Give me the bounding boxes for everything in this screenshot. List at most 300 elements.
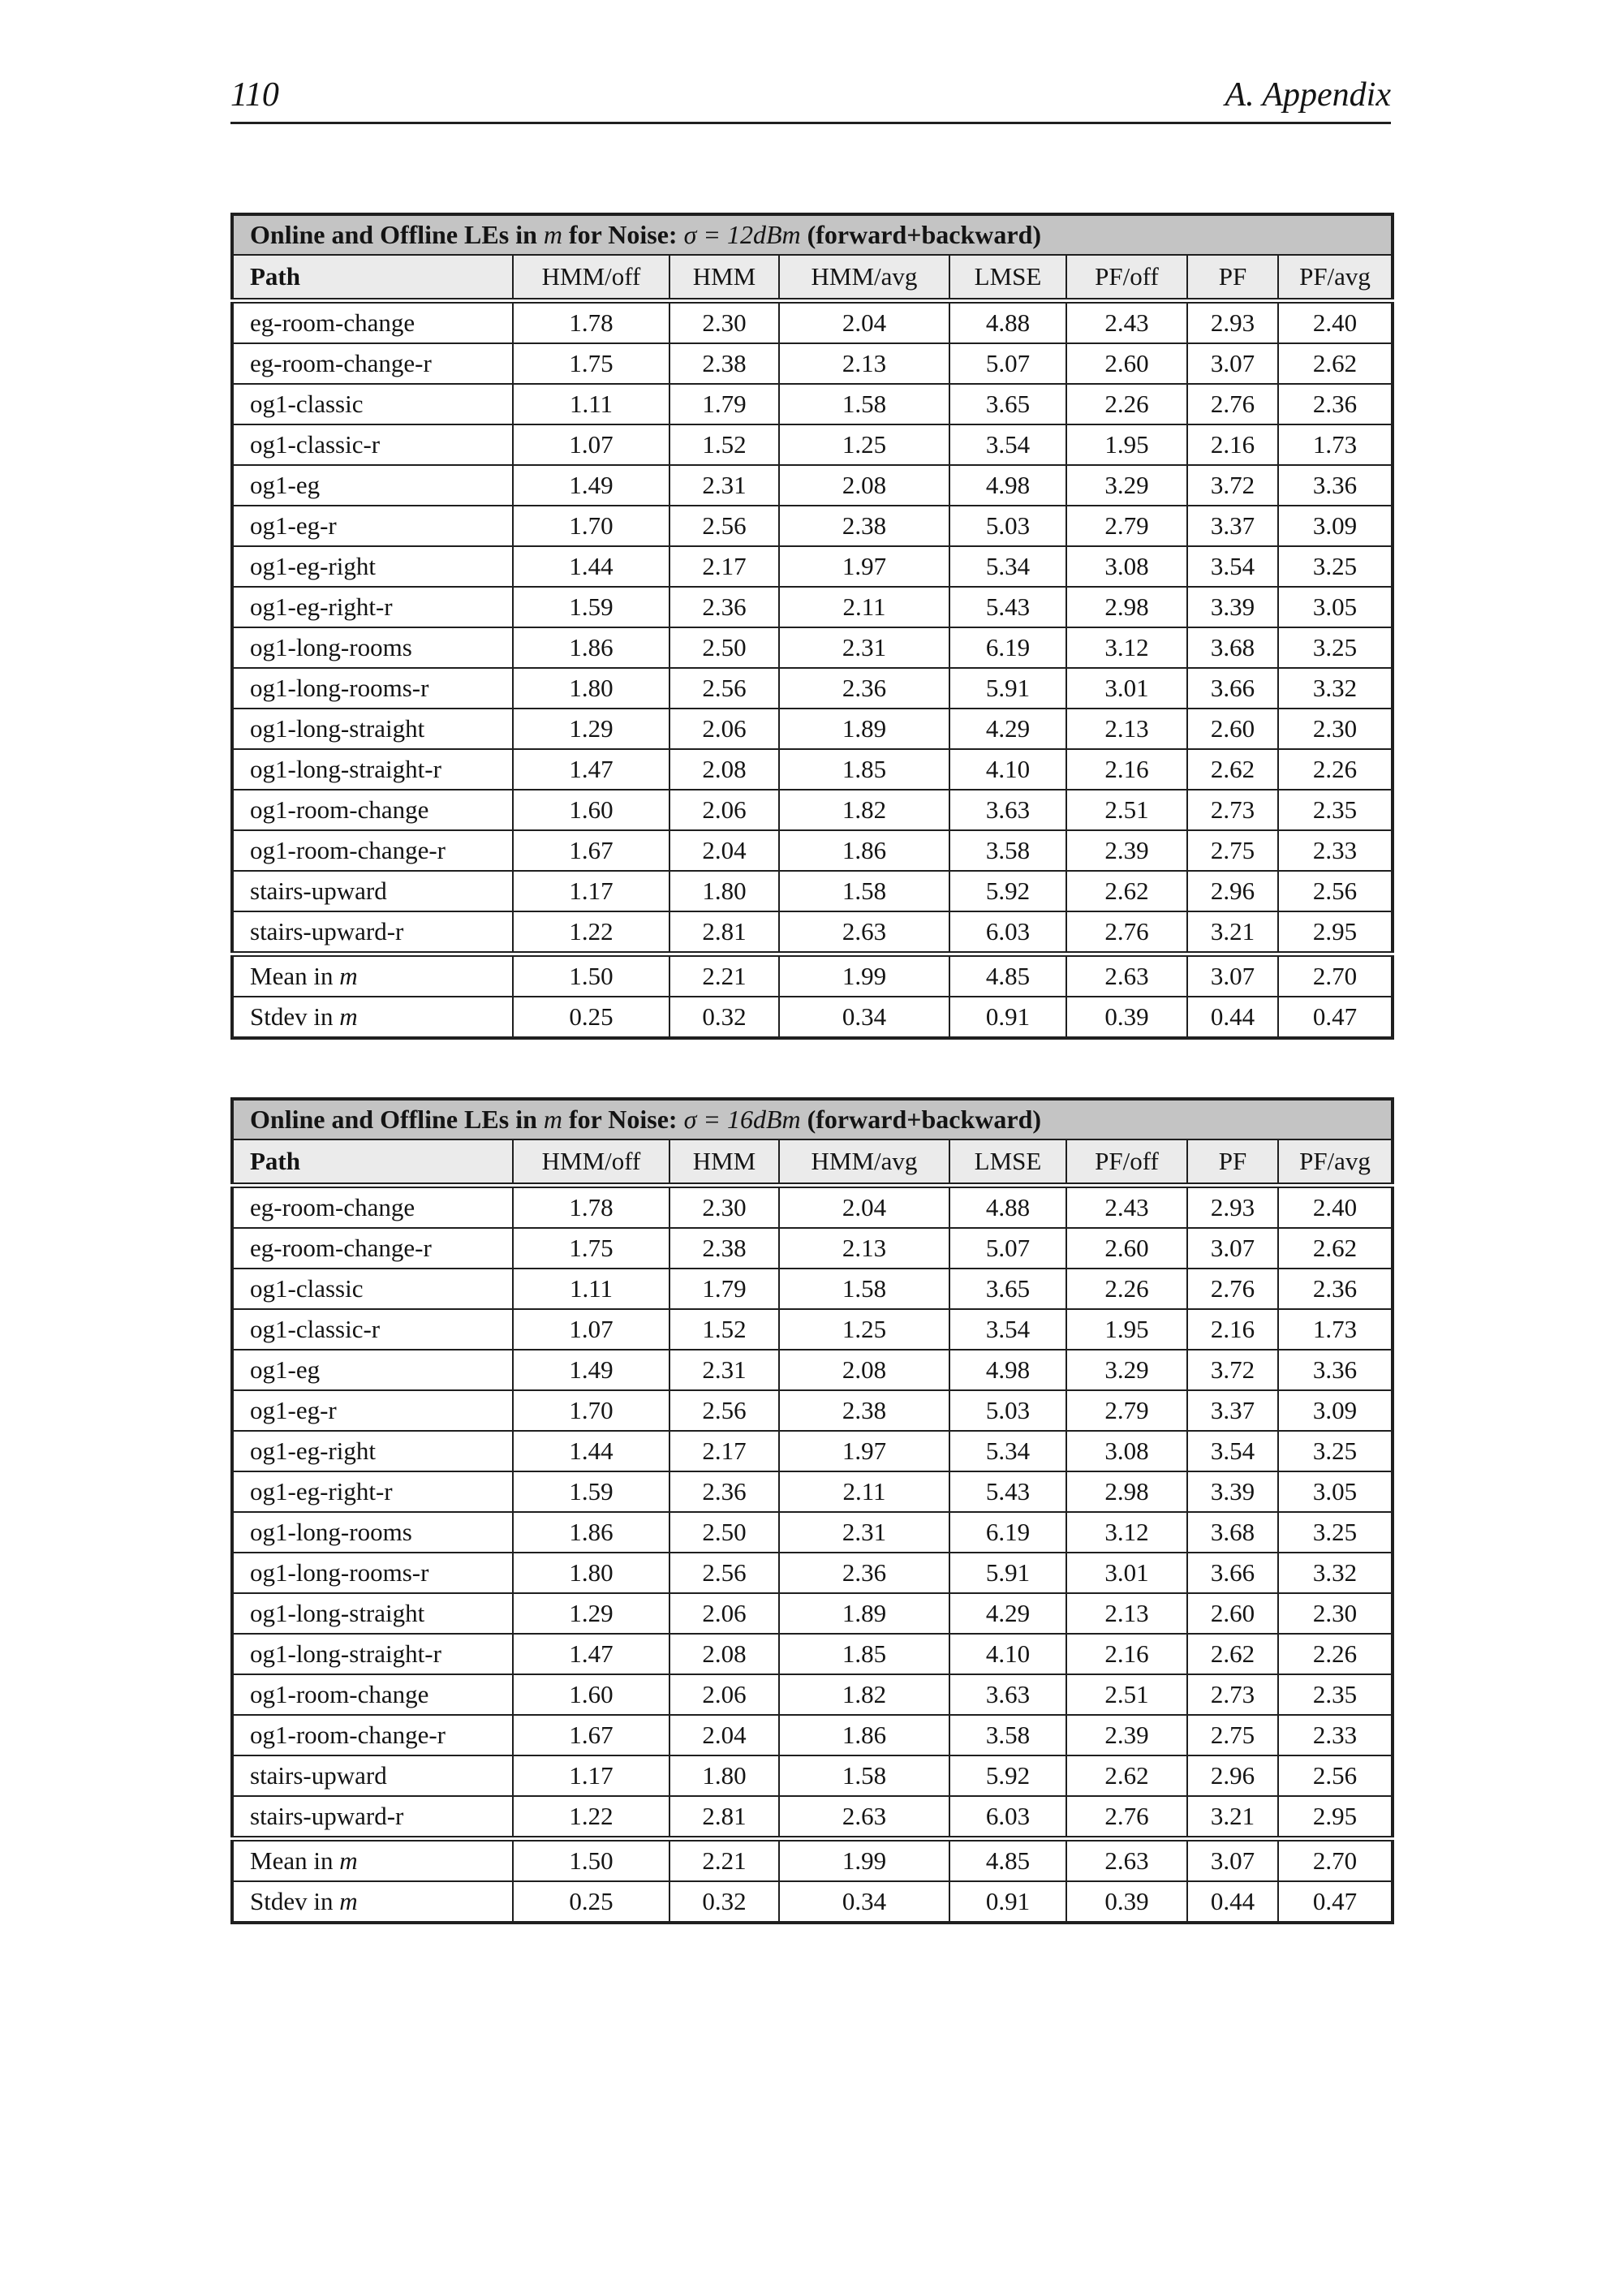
value-cell: 5.92 xyxy=(949,1755,1066,1796)
title-text: for Noise: xyxy=(568,1105,678,1134)
value-cell: 2.26 xyxy=(1066,384,1187,424)
title-text: (forward+backward) xyxy=(807,1105,1042,1134)
summary-label-cell xyxy=(232,997,513,1038)
summary-label: Stdev in xyxy=(250,1887,334,1915)
value-cell: 2.76 xyxy=(1066,1796,1187,1839)
value-cell: 1.25 xyxy=(779,424,949,465)
table-title xyxy=(232,214,1393,255)
value-cell: 3.36 xyxy=(1278,1350,1393,1390)
value-cell: 1.95 xyxy=(1066,1309,1187,1350)
summary-value-cell: 3.07 xyxy=(1187,954,1278,997)
value-cell: 2.62 xyxy=(1187,1634,1278,1674)
value-cell: 3.09 xyxy=(1278,506,1393,546)
table-row xyxy=(232,1471,1393,1512)
value-cell: 2.31 xyxy=(669,465,779,506)
value-cell: 1.79 xyxy=(669,384,779,424)
value-cell: 3.58 xyxy=(949,1715,1066,1755)
summary-value-cell: 1.99 xyxy=(779,1839,949,1882)
value-cell: 2.30 xyxy=(1278,1593,1393,1634)
value-cell: 2.35 xyxy=(1278,1674,1393,1715)
value-cell: 3.66 xyxy=(1187,668,1278,709)
title-text: Online and Offline LEs in xyxy=(250,220,537,249)
value-cell: 2.36 xyxy=(669,1471,779,1512)
column-header: HMM xyxy=(669,255,779,301)
path-cell: eg-room-change-r xyxy=(232,1228,513,1269)
table-row xyxy=(232,1350,1393,1390)
table-row xyxy=(232,911,1393,954)
path-cell: stairs-upward xyxy=(232,1755,513,1796)
value-cell: 2.56 xyxy=(669,1390,779,1431)
table-summary xyxy=(232,1839,1393,1923)
value-cell: 3.36 xyxy=(1278,465,1393,506)
value-cell: 3.39 xyxy=(1187,1471,1278,1512)
value-cell: 3.32 xyxy=(1278,668,1393,709)
value-cell: 1.47 xyxy=(513,1634,669,1674)
value-cell: 3.65 xyxy=(949,1269,1066,1309)
column-header: LMSE xyxy=(949,1139,1066,1186)
value-cell: 1.95 xyxy=(1066,424,1187,465)
value-cell: 1.80 xyxy=(513,668,669,709)
value-cell: 3.68 xyxy=(1187,1512,1278,1553)
value-cell: 3.21 xyxy=(1187,1796,1278,1839)
value-cell: 2.26 xyxy=(1278,749,1393,790)
value-cell: 5.03 xyxy=(949,1390,1066,1431)
title-text: (forward+backward) xyxy=(807,220,1042,249)
path-cell: og1-long-straight-r xyxy=(232,749,513,790)
value-cell: 2.30 xyxy=(669,1186,779,1229)
value-cell: 3.65 xyxy=(949,384,1066,424)
value-cell: 1.89 xyxy=(779,709,949,749)
value-cell: 1.49 xyxy=(513,1350,669,1390)
column-header: HMM/avg xyxy=(779,1139,949,1186)
value-cell: 1.67 xyxy=(513,830,669,871)
table-row xyxy=(232,1634,1393,1674)
value-cell: 5.03 xyxy=(949,506,1066,546)
value-cell: 1.58 xyxy=(779,871,949,911)
results-table-16dbm xyxy=(230,1097,1391,1924)
value-cell: 2.50 xyxy=(669,1512,779,1553)
value-cell: 3.54 xyxy=(1187,1431,1278,1471)
summary-value-cell: 0.25 xyxy=(513,997,669,1038)
value-cell: 1.70 xyxy=(513,506,669,546)
value-cell: 1.86 xyxy=(779,1715,949,1755)
value-cell: 2.06 xyxy=(669,1674,779,1715)
value-cell: 3.09 xyxy=(1278,1390,1393,1431)
value-cell: 4.88 xyxy=(949,301,1066,344)
summary-value-cell: 2.63 xyxy=(1066,954,1187,997)
value-cell: 2.17 xyxy=(669,546,779,587)
value-cell: 4.88 xyxy=(949,1186,1066,1229)
table-row xyxy=(232,871,1393,911)
value-cell: 1.78 xyxy=(513,1186,669,1229)
path-cell: og1-classic xyxy=(232,384,513,424)
value-cell: 5.92 xyxy=(949,871,1066,911)
value-cell: 2.51 xyxy=(1066,790,1187,830)
value-cell: 2.17 xyxy=(669,1431,779,1471)
summary-value-cell: 0.91 xyxy=(949,1881,1066,1923)
value-cell: 5.07 xyxy=(949,1228,1066,1269)
table-row xyxy=(232,1674,1393,1715)
value-cell: 1.73 xyxy=(1278,1309,1393,1350)
value-cell: 2.16 xyxy=(1187,1309,1278,1350)
value-cell: 2.38 xyxy=(669,1228,779,1269)
value-cell: 2.96 xyxy=(1187,1755,1278,1796)
value-cell: 3.54 xyxy=(949,424,1066,465)
value-cell: 2.13 xyxy=(1066,709,1187,749)
table-row xyxy=(232,465,1393,506)
value-cell: 3.07 xyxy=(1187,343,1278,384)
value-cell: 3.63 xyxy=(949,1674,1066,1715)
title-var-m: m xyxy=(543,220,562,249)
value-cell: 1.60 xyxy=(513,1674,669,1715)
column-header: PF/off xyxy=(1066,255,1187,301)
value-cell: 2.62 xyxy=(1187,749,1278,790)
path-cell: stairs-upward-r xyxy=(232,911,513,954)
page-header xyxy=(230,78,1391,112)
unit-symbol: m xyxy=(339,1846,358,1875)
column-header: PF/avg xyxy=(1278,255,1393,301)
column-header: PF/avg xyxy=(1278,1139,1393,1186)
summary-value-cell: 0.44 xyxy=(1187,1881,1278,1923)
value-cell: 1.86 xyxy=(513,627,669,668)
value-cell: 2.81 xyxy=(669,1796,779,1839)
value-cell: 2.56 xyxy=(1278,871,1393,911)
value-cell: 3.54 xyxy=(949,1309,1066,1350)
value-cell: 5.91 xyxy=(949,668,1066,709)
value-cell: 4.29 xyxy=(949,709,1066,749)
table-row xyxy=(232,1186,1393,1229)
path-cell: eg-room-change-r xyxy=(232,343,513,384)
value-cell: 1.11 xyxy=(513,384,669,424)
value-cell: 3.54 xyxy=(1187,546,1278,587)
value-cell: 2.56 xyxy=(669,1553,779,1593)
value-cell: 1.97 xyxy=(779,1431,949,1471)
value-cell: 1.75 xyxy=(513,343,669,384)
path-cell: og1-long-straight xyxy=(232,709,513,749)
value-cell: 2.98 xyxy=(1066,587,1187,627)
value-cell: 2.95 xyxy=(1278,911,1393,954)
title-sigma-value: σ = 16dBm xyxy=(683,1105,801,1134)
value-cell: 1.86 xyxy=(779,830,949,871)
value-cell: 3.25 xyxy=(1278,627,1393,668)
value-cell: 5.43 xyxy=(949,1471,1066,1512)
value-cell: 2.56 xyxy=(669,668,779,709)
value-cell: 3.32 xyxy=(1278,1553,1393,1593)
value-cell: 3.29 xyxy=(1066,1350,1187,1390)
table-row xyxy=(232,587,1393,627)
summary-row xyxy=(232,954,1393,997)
value-cell: 2.16 xyxy=(1187,424,1278,465)
value-cell: 1.82 xyxy=(779,790,949,830)
value-cell: 2.13 xyxy=(1066,1593,1187,1634)
summary-row xyxy=(232,1881,1393,1923)
value-cell: 1.80 xyxy=(669,871,779,911)
unit-symbol: m xyxy=(339,962,358,990)
value-cell: 3.72 xyxy=(1187,1350,1278,1390)
table-row xyxy=(232,1553,1393,1593)
value-cell: 2.30 xyxy=(1278,709,1393,749)
column-header: HMM/off xyxy=(513,1139,669,1186)
value-cell: 5.07 xyxy=(949,343,1066,384)
results-table-12dbm xyxy=(230,213,1391,1040)
table-row xyxy=(232,301,1393,344)
value-cell: 2.73 xyxy=(1187,1674,1278,1715)
value-cell: 1.59 xyxy=(513,587,669,627)
value-cell: 3.66 xyxy=(1187,1553,1278,1593)
value-cell: 2.26 xyxy=(1278,1634,1393,1674)
value-cell: 2.75 xyxy=(1187,1715,1278,1755)
value-cell: 4.29 xyxy=(949,1593,1066,1634)
path-cell: og1-long-rooms-r xyxy=(232,668,513,709)
value-cell: 2.38 xyxy=(779,506,949,546)
value-cell: 2.36 xyxy=(779,668,949,709)
table-body xyxy=(232,1186,1393,1839)
value-cell: 1.29 xyxy=(513,709,669,749)
value-cell: 1.79 xyxy=(669,1269,779,1309)
value-cell: 2.56 xyxy=(669,506,779,546)
value-cell: 1.58 xyxy=(779,1269,949,1309)
value-cell: 2.06 xyxy=(669,790,779,830)
path-cell: eg-room-change xyxy=(232,1186,513,1229)
value-cell: 3.37 xyxy=(1187,506,1278,546)
value-cell: 2.38 xyxy=(669,343,779,384)
value-cell: 2.06 xyxy=(669,1593,779,1634)
value-cell: 2.36 xyxy=(779,1553,949,1593)
value-cell: 2.11 xyxy=(779,587,949,627)
header-rule xyxy=(230,122,1391,124)
value-cell: 1.86 xyxy=(513,1512,669,1553)
summary-value-cell: 4.85 xyxy=(949,954,1066,997)
value-cell: 2.43 xyxy=(1066,1186,1187,1229)
value-cell: 3.08 xyxy=(1066,1431,1187,1471)
path-cell: og1-eg xyxy=(232,465,513,506)
value-cell: 2.11 xyxy=(779,1471,949,1512)
value-cell: 2.60 xyxy=(1187,709,1278,749)
value-cell: 3.68 xyxy=(1187,627,1278,668)
summary-value-cell: 0.32 xyxy=(669,1881,779,1923)
value-cell: 2.08 xyxy=(669,749,779,790)
value-cell: 3.05 xyxy=(1278,587,1393,627)
value-cell: 1.52 xyxy=(669,1309,779,1350)
value-cell: 3.08 xyxy=(1066,546,1187,587)
value-cell: 3.58 xyxy=(949,830,1066,871)
column-header-row xyxy=(232,255,1393,301)
value-cell: 3.39 xyxy=(1187,587,1278,627)
path-cell: og1-eg xyxy=(232,1350,513,1390)
value-cell: 1.22 xyxy=(513,911,669,954)
value-cell: 1.89 xyxy=(779,1593,949,1634)
value-cell: 1.11 xyxy=(513,1269,669,1309)
column-header: LMSE xyxy=(949,255,1066,301)
value-cell: 2.60 xyxy=(1066,1228,1187,1269)
table-row xyxy=(232,1796,1393,1839)
path-cell: og1-long-straight xyxy=(232,1593,513,1634)
value-cell: 1.80 xyxy=(513,1553,669,1593)
value-cell: 3.07 xyxy=(1187,1228,1278,1269)
value-cell: 2.08 xyxy=(779,1350,949,1390)
path-cell: eg-room-change xyxy=(232,301,513,344)
summary-value-cell: 1.50 xyxy=(513,1839,669,1882)
path-cell: og1-eg-right-r xyxy=(232,587,513,627)
value-cell: 4.98 xyxy=(949,465,1066,506)
table-summary xyxy=(232,954,1393,1039)
table-row xyxy=(232,506,1393,546)
page-number: 110 xyxy=(230,76,279,114)
value-cell: 5.34 xyxy=(949,546,1066,587)
value-cell: 2.50 xyxy=(669,627,779,668)
value-cell: 2.79 xyxy=(1066,1390,1187,1431)
value-cell: 2.31 xyxy=(779,1512,949,1553)
value-cell: 1.44 xyxy=(513,1431,669,1471)
summary-value-cell: 4.85 xyxy=(949,1839,1066,1882)
value-cell: 2.33 xyxy=(1278,1715,1393,1755)
value-cell: 1.49 xyxy=(513,465,669,506)
table-row xyxy=(232,343,1393,384)
value-cell: 1.47 xyxy=(513,749,669,790)
value-cell: 2.76 xyxy=(1187,1269,1278,1309)
value-cell: 3.25 xyxy=(1278,546,1393,587)
summary-value-cell: 0.47 xyxy=(1278,1881,1393,1923)
table-row xyxy=(232,1431,1393,1471)
value-cell: 2.30 xyxy=(669,301,779,344)
value-cell: 4.10 xyxy=(949,749,1066,790)
value-cell: 2.31 xyxy=(669,1350,779,1390)
value-cell: 2.40 xyxy=(1278,1186,1393,1229)
summary-value-cell: 2.70 xyxy=(1278,1839,1393,1882)
column-header: HMM xyxy=(669,1139,779,1186)
table-row xyxy=(232,1512,1393,1553)
table-row xyxy=(232,384,1393,424)
title-var-m: m xyxy=(543,1105,562,1134)
value-cell: 2.75 xyxy=(1187,830,1278,871)
path-cell: og1-long-rooms xyxy=(232,1512,513,1553)
value-cell: 1.58 xyxy=(779,384,949,424)
column-header: PF xyxy=(1187,1139,1278,1186)
table-row xyxy=(232,1715,1393,1755)
path-cell: og1-long-straight-r xyxy=(232,1634,513,1674)
table-row xyxy=(232,627,1393,668)
column-header-row xyxy=(232,1139,1393,1186)
column-header: HMM/off xyxy=(513,255,669,301)
summary-row xyxy=(232,997,1393,1038)
value-cell: 4.10 xyxy=(949,1634,1066,1674)
value-cell: 2.60 xyxy=(1066,343,1187,384)
value-cell: 1.17 xyxy=(513,871,669,911)
path-cell: stairs-upward-r xyxy=(232,1796,513,1839)
column-header: PF xyxy=(1187,255,1278,301)
value-cell: 2.39 xyxy=(1066,1715,1187,1755)
value-cell: 2.60 xyxy=(1187,1593,1278,1634)
value-cell: 1.07 xyxy=(513,1309,669,1350)
column-header: PF/off xyxy=(1066,1139,1187,1186)
value-cell: 1.22 xyxy=(513,1796,669,1839)
table-row xyxy=(232,424,1393,465)
value-cell: 1.85 xyxy=(779,1634,949,1674)
summary-row xyxy=(232,1839,1393,1882)
value-cell: 2.31 xyxy=(779,627,949,668)
table-row xyxy=(232,668,1393,709)
table-row xyxy=(232,1228,1393,1269)
value-cell: 2.43 xyxy=(1066,301,1187,344)
value-cell: 1.78 xyxy=(513,301,669,344)
table-body xyxy=(232,301,1393,954)
title-sigma-value: σ = 12dBm xyxy=(683,220,801,249)
path-cell: og1-eg-r xyxy=(232,506,513,546)
value-cell: 5.43 xyxy=(949,587,1066,627)
value-cell: 2.81 xyxy=(669,911,779,954)
summary-value-cell: 2.21 xyxy=(669,954,779,997)
value-cell: 2.36 xyxy=(1278,1269,1393,1309)
value-cell: 3.12 xyxy=(1066,627,1187,668)
summary-label: Mean in xyxy=(250,962,334,990)
table-title xyxy=(232,1099,1393,1139)
path-cell: stairs-upward xyxy=(232,871,513,911)
value-cell: 2.33 xyxy=(1278,830,1393,871)
table-row xyxy=(232,830,1393,871)
value-cell: 2.39 xyxy=(1066,830,1187,871)
summary-value-cell: 3.07 xyxy=(1187,1839,1278,1882)
summary-value-cell: 0.39 xyxy=(1066,997,1187,1038)
value-cell: 1.67 xyxy=(513,1715,669,1755)
value-cell: 3.63 xyxy=(949,790,1066,830)
value-cell: 6.03 xyxy=(949,911,1066,954)
value-cell: 4.98 xyxy=(949,1350,1066,1390)
value-cell: 2.06 xyxy=(669,709,779,749)
table-row xyxy=(232,1269,1393,1309)
path-cell: og1-classic xyxy=(232,1269,513,1309)
table-title-row xyxy=(232,1099,1393,1139)
path-cell: og1-long-rooms xyxy=(232,627,513,668)
summary-label-cell xyxy=(232,954,513,997)
summary-value-cell: 2.21 xyxy=(669,1839,779,1882)
summary-label-cell xyxy=(232,1881,513,1923)
table-row xyxy=(232,1593,1393,1634)
summary-value-cell: 0.91 xyxy=(949,997,1066,1038)
value-cell: 2.08 xyxy=(779,465,949,506)
table-row xyxy=(232,546,1393,587)
value-cell: 3.37 xyxy=(1187,1390,1278,1431)
value-cell: 3.01 xyxy=(1066,668,1187,709)
value-cell: 2.98 xyxy=(1066,1471,1187,1512)
summary-value-cell: 0.47 xyxy=(1278,997,1393,1038)
value-cell: 1.17 xyxy=(513,1755,669,1796)
value-cell: 2.36 xyxy=(1278,384,1393,424)
value-cell: 2.26 xyxy=(1066,1269,1187,1309)
value-cell: 2.76 xyxy=(1187,384,1278,424)
table-title-row xyxy=(232,214,1393,255)
summary-value-cell: 0.25 xyxy=(513,1881,669,1923)
value-cell: 1.25 xyxy=(779,1309,949,1350)
value-cell: 6.19 xyxy=(949,1512,1066,1553)
value-cell: 2.38 xyxy=(779,1390,949,1431)
value-cell: 2.35 xyxy=(1278,790,1393,830)
value-cell: 2.79 xyxy=(1066,506,1187,546)
value-cell: 2.04 xyxy=(779,1186,949,1229)
table-row xyxy=(232,709,1393,749)
path-cell: og1-eg-right-r xyxy=(232,1471,513,1512)
column-header: HMM/avg xyxy=(779,255,949,301)
unit-symbol: m xyxy=(339,1887,358,1915)
table-row xyxy=(232,1390,1393,1431)
path-cell: og1-room-change xyxy=(232,1674,513,1715)
title-text: for Noise: xyxy=(568,220,678,249)
value-cell: 2.51 xyxy=(1066,1674,1187,1715)
value-cell: 5.91 xyxy=(949,1553,1066,1593)
summary-value-cell: 1.99 xyxy=(779,954,949,997)
value-cell: 2.40 xyxy=(1278,301,1393,344)
value-cell: 2.62 xyxy=(1278,343,1393,384)
value-cell: 3.29 xyxy=(1066,465,1187,506)
